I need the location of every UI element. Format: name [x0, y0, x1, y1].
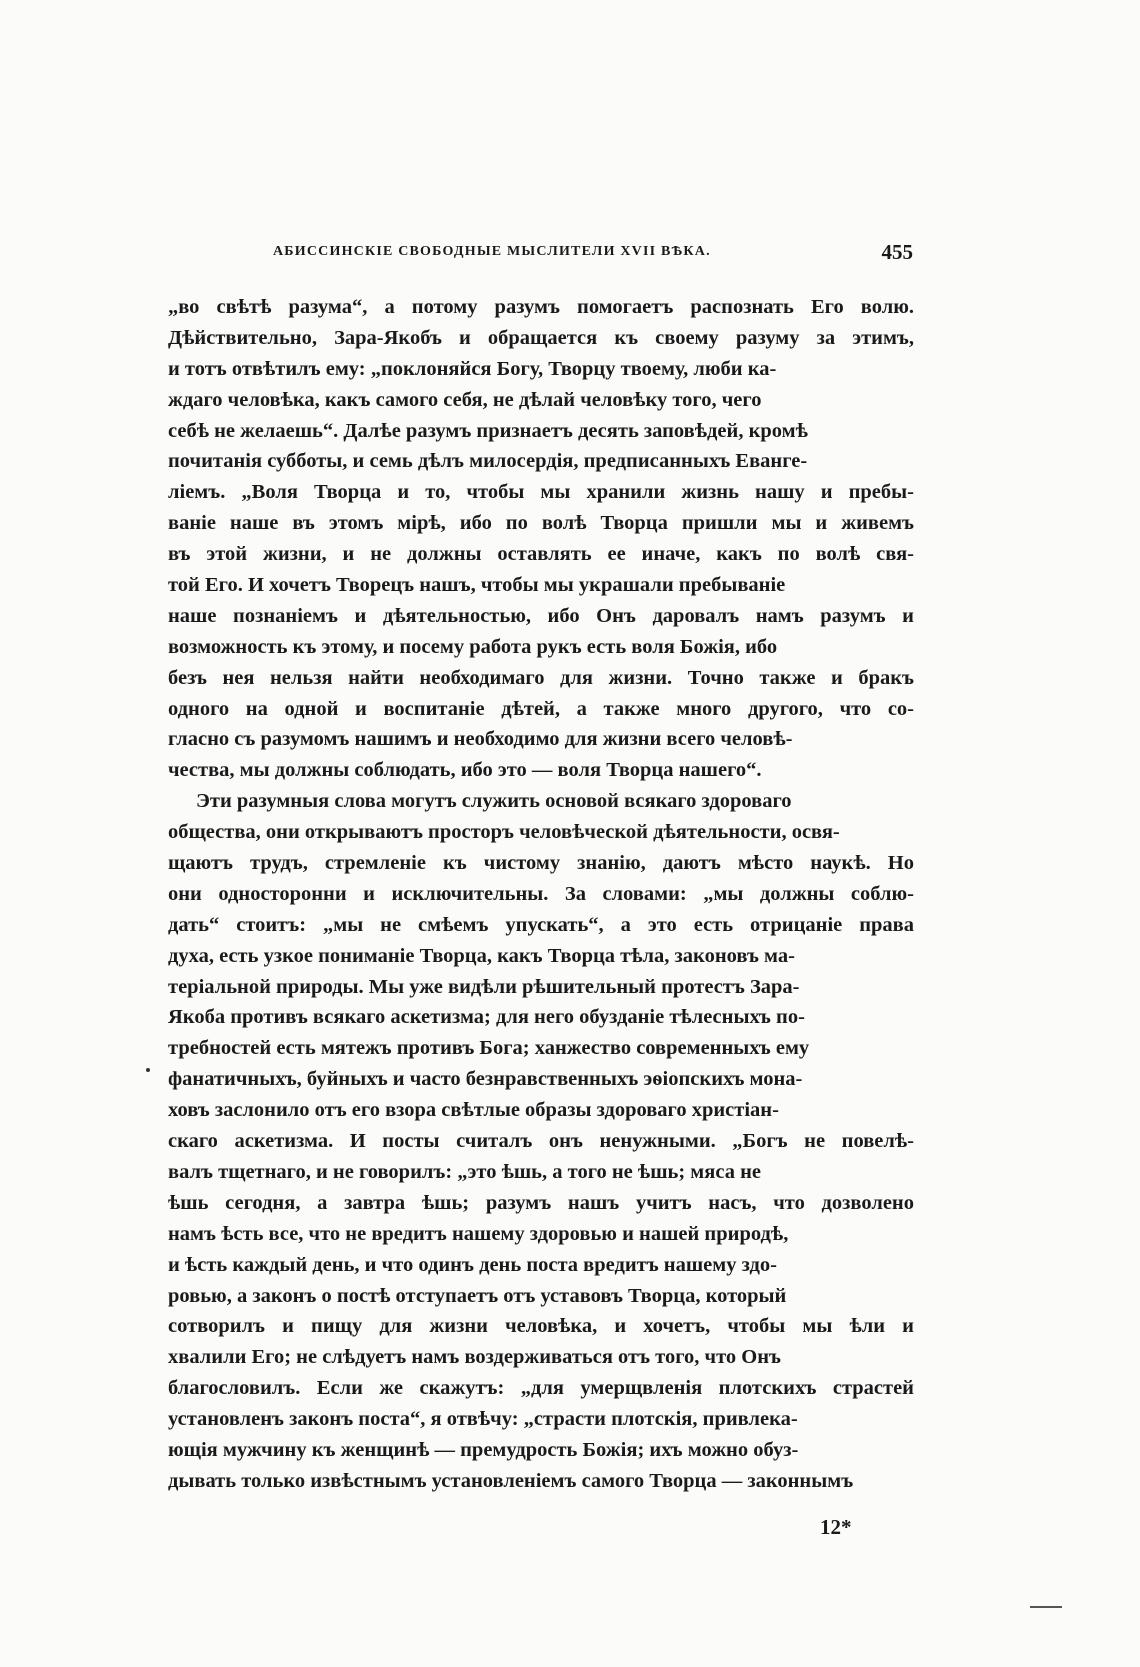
text-line: безъ нея нельзя найти необходимаго для жизни. Точно также и бракъ — [168, 666, 914, 689]
running-head — [273, 240, 913, 270]
running-title: АБИССИНСКІЕ СВОБОДНЫЕ МЫСЛИТЕЛИ XVII ВѢКА. — [273, 244, 711, 259]
text-line: Дѣйствительно, Зара-Якобъ и обращается къ своему разуму за этимъ, — [168, 326, 914, 349]
text-line: скаго аскетизма. И посты считалъ онъ ненужными. „Богъ не повелѣ- — [168, 1130, 914, 1153]
text-line: Якоба противъ всякаго аскетизма; для него обузданіе тѣлесныхъ по- — [168, 1006, 805, 1029]
text-line: намъ ѣсть все, что не вредитъ нашему здоровью и нашей природѣ, — [168, 1222, 789, 1245]
text-line: ровью, а законъ о постѣ отступаетъ отъ уставовъ Творца, который — [168, 1284, 787, 1307]
page-number: 455 — [881, 240, 913, 264]
text-line: ваніе наше въ этомъ мірѣ, ибо по волѣ Творца пришли мы и живемъ — [168, 512, 914, 535]
text-line: они односторонни и исключительны. За словами: „мы должны соблю- — [168, 882, 914, 905]
text-line: общества, они открываютъ просторъ человѣческой дѣятельности, освя- — [168, 821, 840, 844]
text-line: требностей есть мятежъ противъ Бога; ханжество современныхъ ему — [168, 1037, 810, 1060]
signature-mark: 12* — [820, 1515, 852, 1539]
text-line: благословилъ. Если же скажутъ: „для умерщвленія плотскихъ страстей — [168, 1377, 914, 1400]
text-line: дывать только извѣстнымъ установленіемъ самого Творца — законнымъ — [168, 1469, 854, 1492]
text-line: дать“ стоитъ: „мы не смѣемъ упускать“, а это есть отрицаніе права — [168, 913, 914, 936]
text-line: наше познаніемъ и дѣятельностью, ибо Онъ даровалъ намъ разумъ и — [168, 604, 914, 627]
text-line: „во свѣтѣ разума“, а потому разумъ помогаетъ распознать Его волю. — [168, 296, 914, 318]
text-line: щаютъ трудъ, стремленіе къ чистому знанію, даютъ мѣсто наукѣ. Но — [168, 852, 914, 875]
text-line: гласно съ разумомъ нашимъ и необходимо для жизни всего человѣ- — [168, 728, 793, 751]
edge-mark — [1030, 1606, 1062, 1608]
text-line: хвалили Его; не слѣдуетъ намъ воздерживаться отъ того, что Онъ — [168, 1346, 781, 1369]
text-line: Эти разумныя слова могутъ служить основой всякаго здороваго — [196, 790, 792, 813]
text-line: почитанія субботы, и семь дѣлъ милосердія, предписанныхъ Еванге- — [168, 450, 808, 473]
text-line: ждаго человѣка, какъ самого себя, не дѣлай человѣку того, чего — [168, 388, 762, 411]
text-line: и тотъ отвѣтилъ ему: „поклоняйся Богу, Творцу твоему, люби ка- — [168, 357, 777, 380]
text-line: духа, есть узкое пониманіе Творца, какъ Творца тѣла, законовъ ма- — [168, 944, 795, 967]
text-line: ховъ заслонило отъ его взора свѣтлые образы здороваго христіан- — [168, 1099, 779, 1122]
text-line: сотворилъ и пищу для жизни человѣка, и хочетъ, чтобы мы ѣли и — [168, 1315, 914, 1338]
text-line: ющія мужчину къ женщинѣ — премудрость Божія; ихъ можно обуз- — [168, 1438, 799, 1461]
text-line: теріальной природы. Мы уже видѣли рѣшительный протестъ Зара- — [168, 975, 800, 998]
print-speck — [146, 1068, 150, 1072]
text-line: той Его. И хочетъ Творецъ нашъ, чтобы мы украшали пребываніе — [168, 574, 786, 597]
body-text — [168, 292, 914, 1497]
text-line: чества, мы должны соблюдать, ибо это — воля Творца нашего“. — [168, 759, 762, 782]
text-line: въ этой жизни, и не должны оставлять ее иначе, какъ по волѣ свя- — [168, 543, 914, 566]
text-line: ѣшь сегодня, а завтра ѣшь; разумъ нашъ учитъ насъ, что дозволено — [168, 1191, 914, 1214]
text-line: себѣ не желаешь“. Далѣе разумъ признаетъ десять заповѣдей, кромѣ — [168, 419, 808, 442]
text-line: валъ тщетнаго, и не говорилъ: „это ѣшь, а того не ѣшь; мяса не — [168, 1160, 761, 1183]
text-line: и ѣсть каждый день, и что одинъ день поста вредитъ нашему здо- — [168, 1253, 777, 1276]
text-line: возможность къ этому, и посему работа рукъ есть воля Божія, ибо — [168, 635, 778, 658]
text-line: ліемъ. „Воля Творца и то, чтобы мы хранили жизнь нашу и пребы- — [168, 481, 914, 504]
text-line: фанатичныхъ, буйныхъ и часто безнравственныхъ эѳіопскихъ мона- — [168, 1068, 803, 1091]
text-line: одного на одной и воспитаніе дѣтей, а также много другого, что со- — [168, 697, 914, 720]
text-line: установленъ законъ поста“, я отвѣчу: „страсти плотскія, привлека- — [168, 1408, 798, 1431]
